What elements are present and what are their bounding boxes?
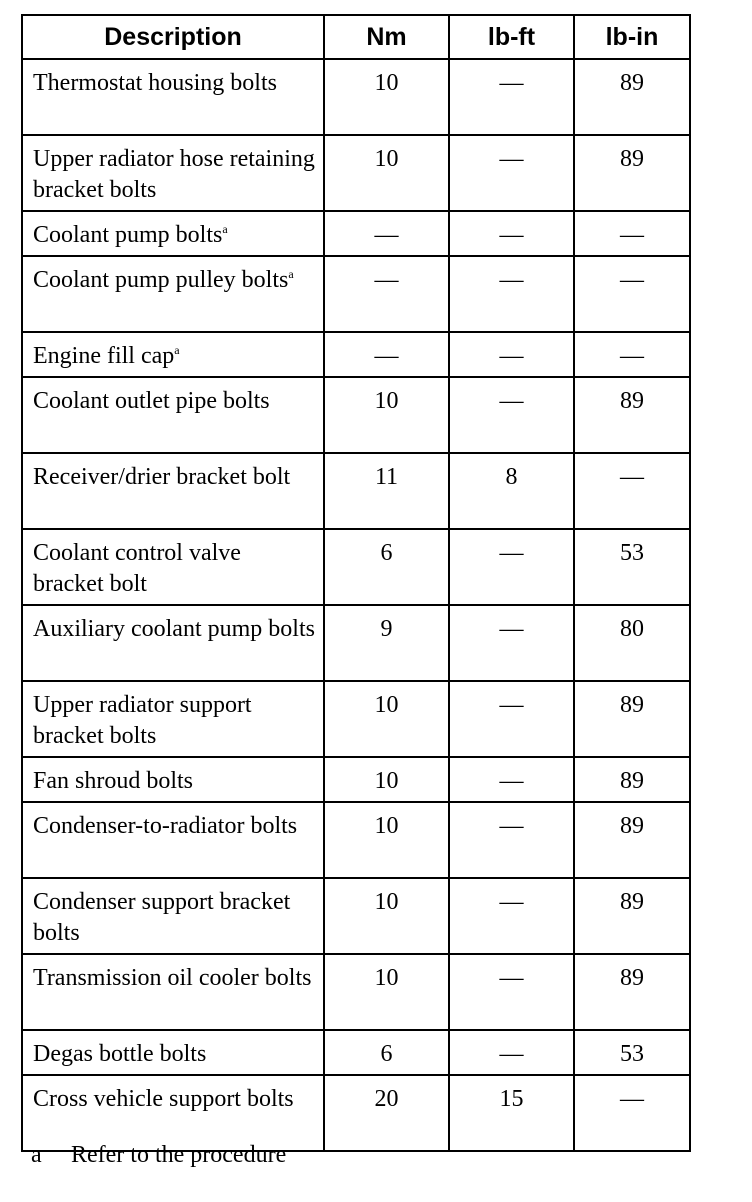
table-body [22,59,690,1151]
cell-nm: 10 [324,802,449,878]
table-row [22,377,690,453]
table-row [22,954,690,1030]
table-row [22,211,690,256]
cell-nm: 10 [324,59,449,135]
description-text: Receiver/drier bracket bolt [33,464,291,490]
cell-lb-in: — [574,332,690,377]
cell-lb-ft: — [449,802,574,878]
table-row [22,605,690,681]
description-text: Fan shroud bolts [33,768,194,794]
cell-description [22,453,324,529]
cell-lb-in: 80 [574,605,690,681]
cell-lb-ft: — [449,757,574,802]
table-row [22,453,690,529]
cell-nm: — [324,211,449,256]
cell-lb-ft: — [449,135,574,211]
cell-nm: — [324,332,449,377]
cell-lb-ft: — [449,332,574,377]
cell-description [22,681,324,757]
cell-lb-ft: — [449,59,574,135]
cell-description [22,59,324,135]
cell-lb-in: — [574,1075,690,1151]
footnote-ref: a [174,343,180,357]
table-row [22,1075,690,1151]
cell-description [22,1075,324,1151]
description-text: Thermostat housing bolts [33,70,277,96]
cell-description [22,878,324,954]
cell-description [22,802,324,878]
cell-lb-ft: 8 [449,453,574,529]
header-row [22,15,690,59]
cell-nm: 9 [324,605,449,681]
table-row [22,802,690,878]
cell-nm: 6 [324,1030,449,1075]
cell-description [22,529,324,605]
cell-lb-in: 89 [574,757,690,802]
cell-nm: 6 [324,529,449,605]
header-lb-in: lb-in [574,15,690,59]
cell-lb-ft: — [449,256,574,332]
description-text: Coolant outlet pipe bolts [33,388,270,414]
footnote [31,1142,286,1169]
cell-nm: 10 [324,878,449,954]
description-text: Auxiliary coolant pump bolts [33,616,315,642]
cell-lb-ft: — [449,681,574,757]
description-text: Coolant pump bolts [33,222,223,248]
table-row [22,59,690,135]
description-text: Upper radiator hose retaining bracket bolts [33,146,315,203]
cell-lb-in: 89 [574,802,690,878]
cell-nm: 10 [324,377,449,453]
table-row [22,256,690,332]
description-text: Coolant pump pulley bolts [33,267,289,293]
header-description: Description [22,15,324,59]
cell-description [22,332,324,377]
cell-lb-in: — [574,453,690,529]
table-row [22,529,690,605]
table-row [22,332,690,377]
description-text: Engine fill cap [33,343,175,369]
cell-lb-in: 53 [574,1030,690,1075]
description-text: Cross vehicle support bolts [33,1086,294,1112]
cell-nm: — [324,256,449,332]
description-text: Condenser support bracket bolts [33,889,291,946]
table-row [22,135,690,211]
cell-lb-ft: — [449,1030,574,1075]
cell-description [22,377,324,453]
cell-lb-in: 53 [574,529,690,605]
description-text: Coolant control valve bracket bolt [33,540,241,597]
table-row [22,757,690,802]
description-text: Degas bottle bolts [33,1041,207,1067]
cell-description [22,954,324,1030]
table-row [22,1030,690,1075]
cell-lb-in: 89 [574,135,690,211]
cell-lb-ft: 15 [449,1075,574,1151]
table-row [22,878,690,954]
cell-lb-ft: — [449,211,574,256]
cell-nm: 10 [324,681,449,757]
cell-lb-in: 89 [574,377,690,453]
cell-description [22,605,324,681]
table-row [22,681,690,757]
footnote-ref: a [288,267,294,281]
cell-lb-ft: — [449,954,574,1030]
cell-lb-in: 89 [574,681,690,757]
footnote-text: Refer to the procedure [71,1142,287,1168]
header-lb-ft: lb-ft [449,15,574,59]
cell-description [22,757,324,802]
cell-nm: 10 [324,757,449,802]
cell-lb-in: — [574,256,690,332]
cell-description [22,211,324,256]
description-text: Transmission oil cooler bolts [33,965,312,991]
description-text: Condenser-to-radiator bolts [33,813,298,839]
cell-lb-ft: — [449,529,574,605]
cell-description [22,1030,324,1075]
torque-spec-table [21,14,691,1152]
cell-lb-ft: — [449,605,574,681]
footnote-ref: a [222,222,228,236]
cell-lb-in: — [574,211,690,256]
footnote-mark: a [31,1142,42,1168]
header-nm: Nm [324,15,449,59]
cell-lb-in: 89 [574,59,690,135]
cell-lb-in: 89 [574,878,690,954]
cell-nm: 20 [324,1075,449,1151]
description-text: Upper radiator support bracket bolts [33,692,252,749]
cell-lb-ft: — [449,377,574,453]
cell-nm: 10 [324,954,449,1030]
cell-nm: 10 [324,135,449,211]
cell-description [22,135,324,211]
cell-lb-ft: — [449,878,574,954]
cell-lb-in: 89 [574,954,690,1030]
cell-nm: 11 [324,453,449,529]
cell-description [22,256,324,332]
